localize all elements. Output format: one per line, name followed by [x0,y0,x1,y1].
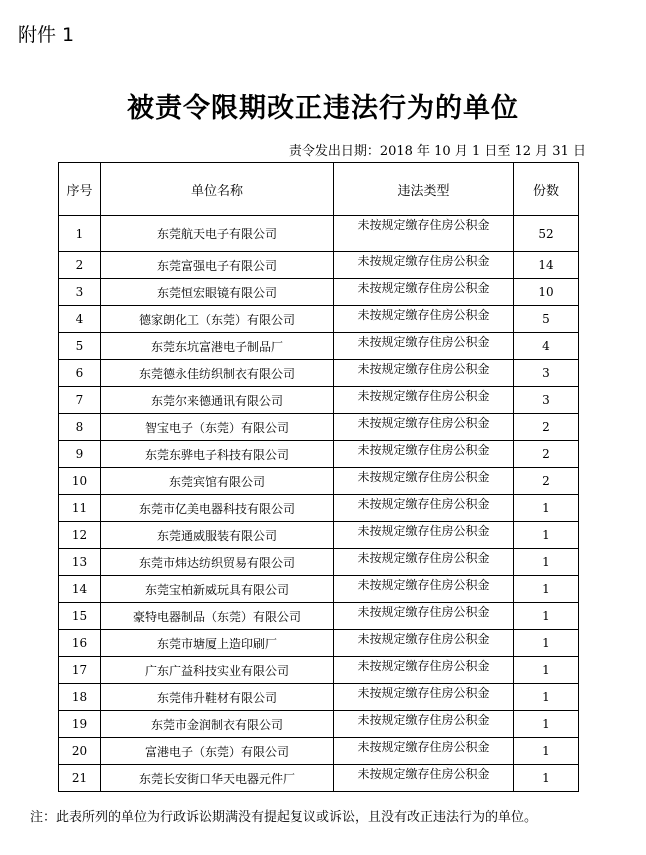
cell-serial-number: 20 [59,738,101,765]
units-table [58,162,579,792]
cell-count: 1 [514,576,579,603]
table-row [59,711,579,738]
cell-violation-type: 未按规定缴存住房公积金 [334,711,514,738]
cell-unit-name: 东莞市炜达纺织贸易有限公司 [101,549,334,576]
cell-count: 52 [514,216,579,252]
cell-unit-name: 东莞市亿美电器科技有限公司 [101,495,334,522]
cell-serial-number: 5 [59,333,101,360]
cell-count: 2 [514,441,579,468]
cell-count: 1 [514,711,579,738]
cell-serial-number: 13 [59,549,101,576]
cell-count: 2 [514,414,579,441]
cell-serial-number: 15 [59,603,101,630]
table-row [59,360,579,387]
cell-serial-number: 1 [59,216,101,252]
cell-serial-number: 11 [59,495,101,522]
cell-serial-number: 3 [59,279,101,306]
cell-unit-name: 东莞航天电子有限公司 [101,216,334,252]
cell-count: 1 [514,522,579,549]
header-count: 份数 [514,163,579,216]
cell-count: 3 [514,387,579,414]
table-row [59,279,579,306]
cell-violation-type: 未按规定缴存住房公积金 [334,495,514,522]
cell-unit-name: 东莞长安街口华天电器元件厂 [101,765,334,792]
cell-serial-number: 18 [59,684,101,711]
cell-violation-type: 未按规定缴存住房公积金 [334,216,514,252]
table-row [59,441,579,468]
footnote: 注：此表所列的单位为行政诉讼期满没有提起复议或诉讼，且没有改正违法行为的单位。 [30,810,538,825]
cell-unit-name: 豪特电器制品（东莞）有限公司 [101,603,334,630]
cell-violation-type: 未按规定缴存住房公积金 [334,306,514,333]
table-row [59,252,579,279]
table-row [59,603,579,630]
cell-serial-number: 10 [59,468,101,495]
cell-count: 3 [514,360,579,387]
cell-violation-type: 未按规定缴存住房公积金 [334,549,514,576]
cell-serial-number: 16 [59,630,101,657]
table-body [59,216,579,792]
cell-serial-number: 2 [59,252,101,279]
header-serial-number: 序号 [59,163,101,216]
cell-violation-type: 未按规定缴存住房公积金 [334,630,514,657]
cell-count: 1 [514,684,579,711]
cell-unit-name: 东莞富强电子有限公司 [101,252,334,279]
cell-count: 1 [514,657,579,684]
table-row [59,630,579,657]
cell-unit-name: 东莞东坑富港电子制品厂 [101,333,334,360]
attachment-label: 附件 1 [18,24,75,46]
cell-count: 1 [514,765,579,792]
cell-unit-name: 东莞通威服装有限公司 [101,522,334,549]
table-row [59,495,579,522]
cell-violation-type: 未按规定缴存住房公积金 [334,414,514,441]
cell-count: 1 [514,495,579,522]
table-row [59,522,579,549]
cell-unit-name: 富港电子（东莞）有限公司 [101,738,334,765]
cell-serial-number: 4 [59,306,101,333]
cell-unit-name: 东莞伟升鞋材有限公司 [101,684,334,711]
cell-violation-type: 未按规定缴存住房公积金 [334,738,514,765]
cell-count: 1 [514,738,579,765]
cell-violation-type: 未按规定缴存住房公积金 [334,333,514,360]
cell-serial-number: 6 [59,360,101,387]
cell-violation-type: 未按规定缴存住房公积金 [334,252,514,279]
cell-serial-number: 7 [59,387,101,414]
header-unit-name: 单位名称 [101,163,334,216]
cell-violation-type: 未按规定缴存住房公积金 [334,576,514,603]
cell-violation-type: 未按规定缴存住房公积金 [334,468,514,495]
cell-violation-type: 未按规定缴存住房公积金 [334,360,514,387]
cell-serial-number: 14 [59,576,101,603]
cell-unit-name: 东莞宾馆有限公司 [101,468,334,495]
cell-count: 14 [514,252,579,279]
cell-unit-name: 东莞尔来德通讯有限公司 [101,387,334,414]
cell-count: 4 [514,333,579,360]
document-title: 被责令限期改正违法行为的单位 [127,93,519,124]
table-row [59,549,579,576]
cell-serial-number: 12 [59,522,101,549]
cell-violation-type: 未按规定缴存住房公积金 [334,387,514,414]
cell-unit-name: 广东广益科技实业有限公司 [101,657,334,684]
cell-count: 2 [514,468,579,495]
cell-violation-type: 未按规定缴存住房公积金 [334,522,514,549]
cell-count: 5 [514,306,579,333]
cell-serial-number: 17 [59,657,101,684]
cell-serial-number: 21 [59,765,101,792]
cell-count: 1 [514,549,579,576]
cell-unit-name: 东莞德永佳纺织制衣有限公司 [101,360,334,387]
cell-serial-number: 8 [59,414,101,441]
cell-violation-type: 未按规定缴存住房公积金 [334,657,514,684]
cell-violation-type: 未按规定缴存住房公积金 [334,684,514,711]
cell-unit-name: 智宝电子（东莞）有限公司 [101,414,334,441]
cell-count: 10 [514,279,579,306]
cell-unit-name: 东莞市塘厦上造印刷厂 [101,630,334,657]
cell-serial-number: 9 [59,441,101,468]
table-row [59,414,579,441]
table-row [59,387,579,414]
cell-violation-type: 未按规定缴存住房公积金 [334,279,514,306]
cell-unit-name: 东莞市金润制衣有限公司 [101,711,334,738]
table-row [59,657,579,684]
cell-count: 1 [514,630,579,657]
table-row [59,468,579,495]
table-header-row [59,163,579,216]
table-row [59,216,579,252]
cell-unit-name: 东莞恒宏眼镜有限公司 [101,279,334,306]
issue-date-range: 责令发出日期：2018 年 10 月 1 日至 12 月 31 日 [288,144,586,159]
cell-violation-type: 未按规定缴存住房公积金 [334,603,514,630]
table-row [59,333,579,360]
cell-unit-name: 德家朗化工（东莞）有限公司 [101,306,334,333]
table-row [59,684,579,711]
cell-unit-name: 东莞东骅电子科技有限公司 [101,441,334,468]
cell-violation-type: 未按规定缴存住房公积金 [334,441,514,468]
table-row [59,765,579,792]
cell-violation-type: 未按规定缴存住房公积金 [334,765,514,792]
table-row [59,576,579,603]
cell-unit-name: 东莞宝柏新威玩具有限公司 [101,576,334,603]
cell-count: 1 [514,603,579,630]
cell-serial-number: 19 [59,711,101,738]
table-row [59,738,579,765]
table-row [59,306,579,333]
header-violation-type: 违法类型 [334,163,514,216]
